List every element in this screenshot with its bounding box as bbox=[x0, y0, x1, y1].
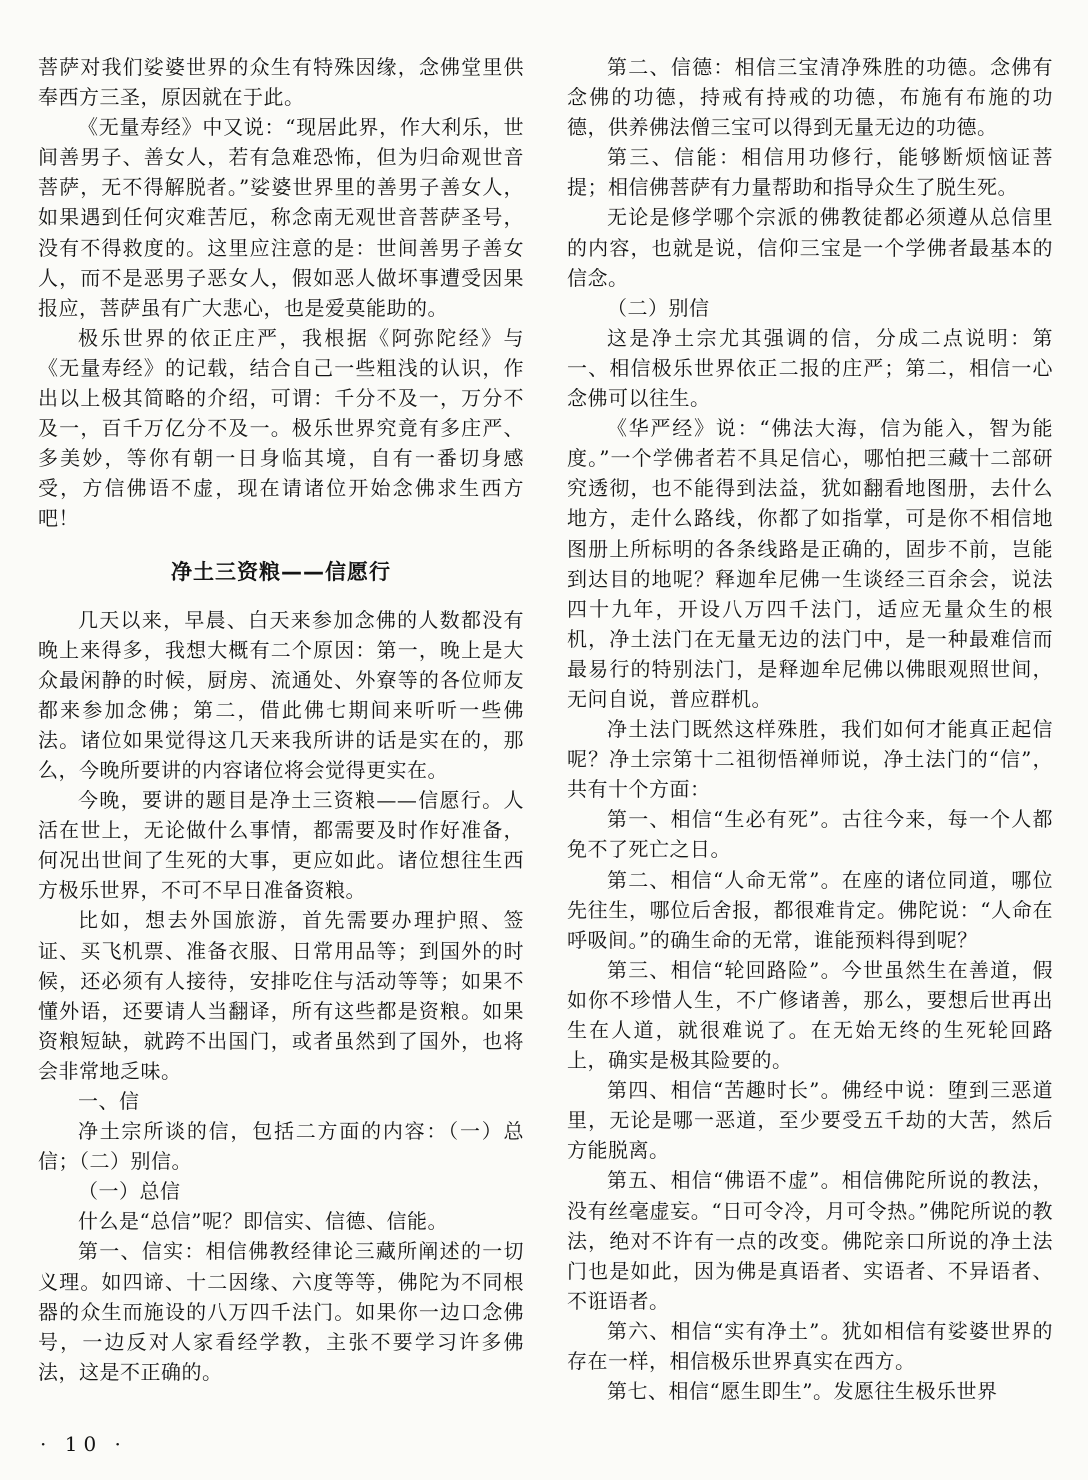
paragraph: 净土法门既然这样殊胜，我们如何才能真正起信呢？净土宗第十二祖彻悟禅师说，净土法门的“信”，共有十个方面： bbox=[567, 717, 1053, 802]
paragraph: 什么是“总信”呢？即信实、信德、信能。 bbox=[78, 1209, 448, 1234]
paragraph: 第一、信实：相信佛教经律论三藏所阐述的一切义理。如四谛、十二因缘、六度等等，佛陀为不同根器的众生而施设的八万四千法门。如果你一边口念佛号，一边反对人家看经学教，主张不要学习许多佛法，这是不正确的。 bbox=[38, 1239, 524, 1384]
paragraph: 第三、相信“轮回路险”。今世虽然生在善道，假如你不珍惜人生，不广修诸善，那么，要想后世再出生在人道，就很难说了。在无始无终的生死轮回路上，确实是极其险要的。 bbox=[567, 957, 1053, 1073]
page-number: · 10 · bbox=[40, 1432, 127, 1456]
section-heading: 净土三资粮——信愿行 bbox=[171, 559, 391, 584]
subsection-heading: （一）总信 bbox=[78, 1179, 181, 1204]
paragraph: 极乐世界的依正庄严，我根据《阿弥陀经》与《无量寿经》的记载，结合自己一些粗浅的认识，作出以上极其简略的介绍，可谓：千分不及一，万分不及一，百千万亿分不及一。极乐世界究竟有多庄严、多美妙，等你有朝一日身临其境，自有一番切身感受，方信佛语不虚，现在请诸位开始念佛求生西方吧！ bbox=[38, 325, 524, 531]
subsection-heading: （二）别信 bbox=[607, 295, 710, 320]
right-column bbox=[567, 52, 1053, 1406]
paragraph: 比如，想去外国旅游，首先需要办理护照、签证、买飞机票、准备衣服、日常用品等；到国外的时候，还必须有人接待，安排吃住与活动等等；如果不懂外语，还要请人当翻译，所有这些都是资粮。如果资粮短缺，就跨不出国门，或者虽然到了国外，也将会非常地乏味。 bbox=[38, 908, 524, 1083]
subsection-heading: 一、信 bbox=[78, 1089, 140, 1113]
paragraph: 这是净土宗尤其强调的信，分成二点说明：第一、相信极乐世界依正二报的庄严；第二，相信一心念佛可以往生。 bbox=[567, 325, 1053, 411]
paragraph: 第七、相信“愿生即生”。发愿往生极乐世界 bbox=[607, 1379, 998, 1404]
paragraph: 第二、信德：相信三宝清净殊胜的功德。念佛有念佛的功德，持戒有持戒的功德，布施有布施的功德，供养佛法僧三宝可以得到无量无边的功德。 bbox=[567, 55, 1053, 140]
paragraph: 第四、相信“苦趣时长”。佛经中说：堕到三恶道里，无论是哪一恶道，至少要受五千劫的大苦，然后方能脱离。 bbox=[567, 1078, 1053, 1163]
paragraph: 几天以来，早晨、白天来参加念佛的人数都没有晚上来得多，我想大概有二个原因：第一，晚上是大众最闲静的时候，厨房、流通处、外寮等的各位师友都来参加念佛；第二，借此佛七期间来听听一些佛法。诸位如果觉得这几天来我所讲的话是实在的，那么，今晚所要讲的内容诸位将会觉得更实在。 bbox=[38, 607, 524, 782]
paragraph: 今晚，要讲的题目是净土三资粮——信愿行。人活在世上，无论做什么事情，都需要及时作好准备，何况出世间了生死的大事，更应如此。诸位想往生西方极乐世界，不可不早日准备资粮。 bbox=[38, 788, 524, 903]
paragraph: 第三、信能：相信用功修行，能够断烦恼证菩提；相信佛菩萨有力量帮助和指导众生了脱生死。 bbox=[567, 145, 1053, 200]
paragraph: 《无量寿经》中又说：“现居此界，作大利乐，世间善男子、善女人，若有急难恐怖，但为归命观世音菩萨，无不得解脱者。”娑婆世界里的善男子善女人，如果遇到任何灾难苦厄，称念南无观世音菩萨圣号，没有不得救度的。这里应注意的是：世间善男子善女人，而不是恶男子恶女人，假如恶人做坏事遭受因果报应，菩萨虽有广大悲心，也是爱莫能助的。 bbox=[38, 115, 524, 320]
left-column bbox=[38, 52, 524, 1387]
paragraph: 菩萨对我们娑婆世界的众生有特殊因缘，念佛堂里供奉西方三圣，原因就在于此。 bbox=[38, 55, 524, 110]
paragraph: 净土宗所谈的信，包括二方面的内容：（一）总信；（二）别信。 bbox=[38, 1119, 524, 1174]
paragraph: 第一、相信“生必有死”。古往今来，每一个人都免不了死亡之日。 bbox=[567, 807, 1053, 862]
paragraph: 第六、相信“实有净土”。犹如相信有娑婆世界的存在一样，相信极乐世界真实在西方。 bbox=[567, 1318, 1053, 1374]
paragraph: 第五、相信“佛语不虚”。相信佛陀所说的教法，没有丝毫虚妄。“日可令冷，月可令热。”佛陀所说的教法，绝对不许有一点的改变。佛陀亲口所说的净土法门也是如此，因为佛是真语者、实语者、不异语者、不诳语者。 bbox=[567, 1168, 1053, 1313]
paragraph: 《华严经》说：“佛法大海，信为能入，智为能度。”一个学佛者若不具足信心，哪怕把三藏十二部研究透彻，也不能得到法益，犹如翻看地图册，去什么地方，走什么路线，你都了如指掌，可是你不相信地图册上所标明的各条线路是正确的，固步不前，岂能到达目的地呢？释迦牟尼佛一生谈经三百余会，说法四十九年，开设八万四千法门，适应无量众生的根机，净土法门在无量无边的法门中，是一种最难信而最易行的特别法门，是释迦牟尼佛以佛眼观照世间，无问自说，普应群机。 bbox=[567, 416, 1053, 711]
paragraph: 第二、相信“人命无常”。在座的诸位同道，哪位先往生，哪位后舍报，都很难肯定。佛陀说：“人命在呼吸间。”的确生命的无常，谁能预料得到呢？ bbox=[567, 867, 1053, 952]
paragraph: 无论是修学哪个宗派的佛教徒都必须遵从总信里的内容，也就是说，信仰三宝是一个学佛者最基本的信念。 bbox=[567, 205, 1053, 290]
